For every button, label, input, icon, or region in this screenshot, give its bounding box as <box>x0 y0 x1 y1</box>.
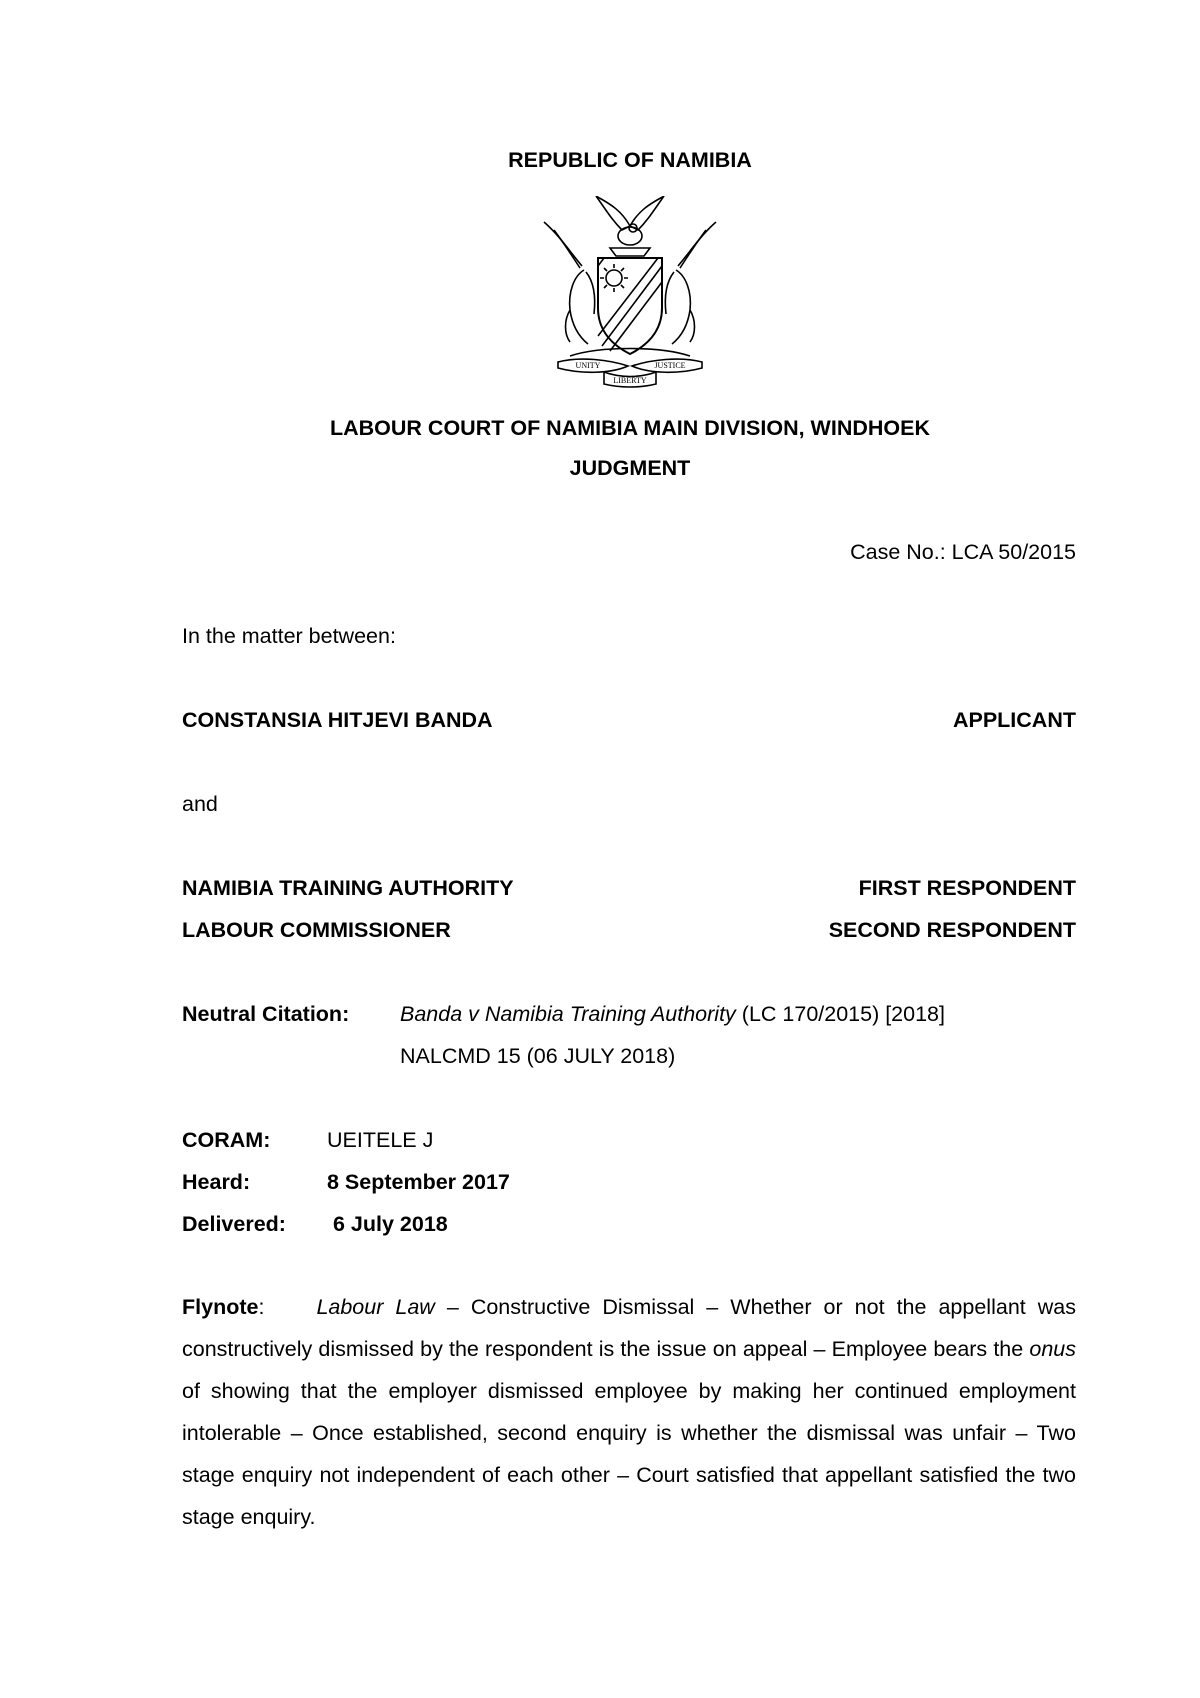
citation-ref: (LC 170/2015) [2018] <box>735 1002 945 1026</box>
flynote-onus: onus <box>1029 1337 1076 1361</box>
first-respondent-name: NAMIBIA TRAINING AUTHORITY <box>182 876 514 900</box>
flynote-label: Flynote <box>182 1295 259 1319</box>
applicant-role: APPLICANT <box>952 708 1076 732</box>
first-respondent-role: FIRST RESPONDENT <box>858 876 1076 900</box>
case-number: Case No.: LCA 50/2015 <box>850 540 1076 564</box>
flynote-paragraph <box>182 1286 1076 1538</box>
second-respondent-role: SECOND RESPONDENT <box>828 918 1076 942</box>
republic-heading: REPUBLIC OF NAMIBIA <box>508 148 752 172</box>
coat-of-arms-emblem <box>540 196 720 390</box>
matter-between: In the matter between: <box>182 624 396 648</box>
and-connector: and <box>182 792 218 816</box>
coram-label: CORAM: <box>182 1128 271 1152</box>
delivered-value: 6 July 2018 <box>333 1212 448 1236</box>
flynote-topic: Labour Law <box>316 1295 435 1319</box>
flynote-colon: : <box>258 1295 265 1319</box>
court-heading: LABOUR COURT OF NAMIBIA MAIN DIVISION, WINDHOEK <box>330 416 930 440</box>
heard-label: Heard: <box>182 1170 251 1194</box>
citation-line2: NALCMD 15 (06 JULY 2018) <box>400 1044 676 1068</box>
flynote-text-a: – Constructive Dismissal – Whether or not the appellant was constructively dismissed by the respondent is the issue on appeal – Employee bears the <box>182 1295 1076 1361</box>
citation-line1 <box>400 1001 945 1027</box>
applicant-name: CONSTANSIA HITJEVI BANDA <box>182 708 493 732</box>
judgment-heading: JUDGMENT <box>569 456 691 480</box>
motto-justice: JUSTICE <box>654 361 686 370</box>
delivered-label: Delivered: <box>182 1212 286 1236</box>
heard-value: 8 September 2017 <box>327 1170 510 1194</box>
citation-label: Neutral Citation: <box>182 1002 350 1026</box>
citation-case-name: Banda v Namibia Training Authority <box>400 1002 736 1026</box>
second-respondent-name: LABOUR COMMISSIONER <box>182 918 451 942</box>
coram-value: UEITELE J <box>327 1128 434 1152</box>
motto-liberty: LIBERTY <box>613 376 647 385</box>
flynote-text-b: of showing that the employer dismissed employee by making her continued employment intolerable – Once established, second enquiry is whether the dismissal was unfair – Two stage enquiry not independent of each other – Court satisfied that appellant satisfied the two stage enquiry. <box>182 1379 1076 1529</box>
motto-unity: UNITY <box>575 361 601 370</box>
